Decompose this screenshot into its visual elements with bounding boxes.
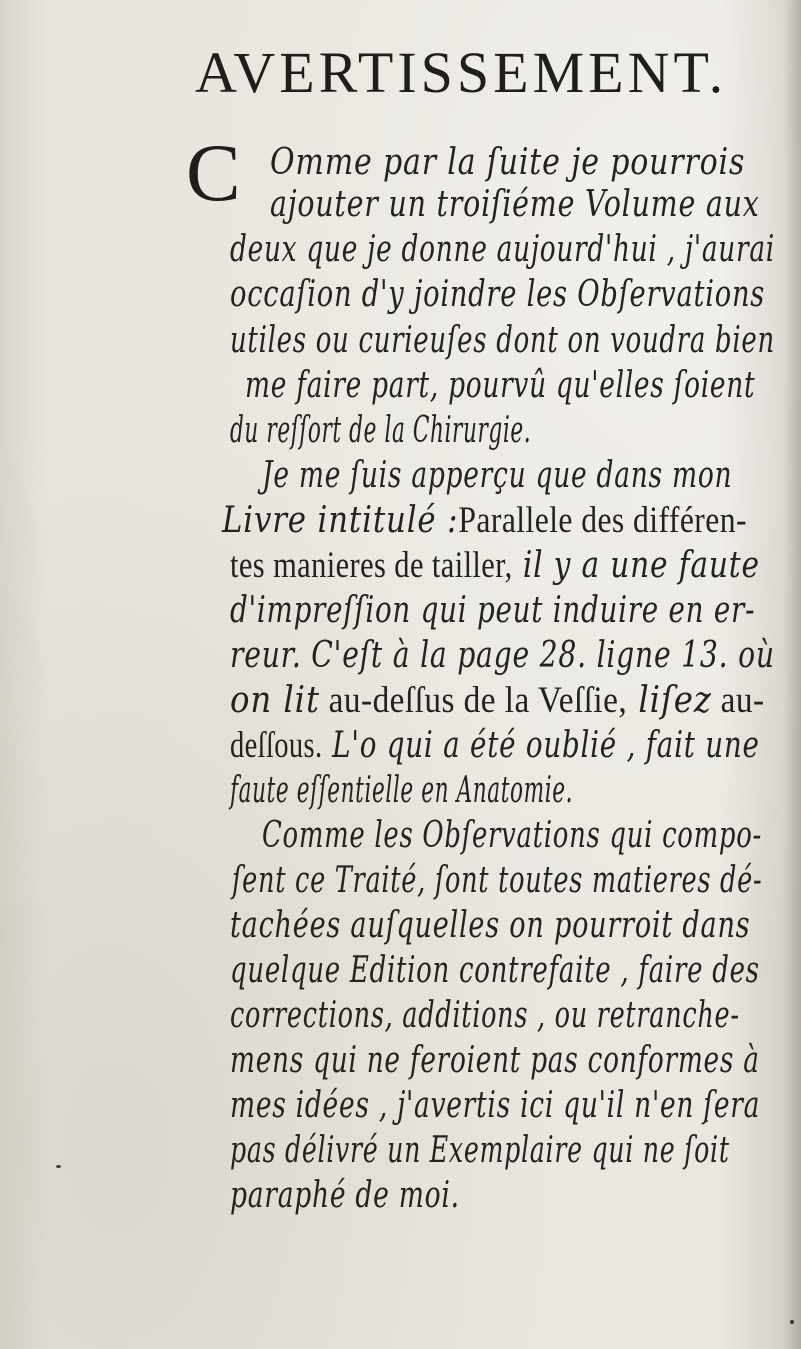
text-line — [262, 813, 762, 859]
italic-text-segment: ſent ce Traité, ſont toutes matieres dé- — [232, 860, 763, 901]
page-heading: AVERTISSEMENT. — [195, 40, 728, 105]
italic-text-segment: ajouter un troiſiéme Volume aux — [270, 184, 760, 225]
roman-text-segment: tes manieres de tailler, — [230, 545, 513, 586]
text-line — [232, 858, 762, 904]
italic-text-segment: faute eſſentielle en Anatomie. — [230, 770, 574, 811]
text-line — [230, 633, 775, 679]
italic-text-segment: il y a une faute — [512, 545, 760, 586]
italic-text-segment: utiles ou curieuſes dont on voudra bien — [230, 320, 775, 361]
ink-speck — [790, 1320, 794, 1324]
page-edge-shadow — [783, 0, 801, 1349]
text-line — [230, 723, 760, 769]
text-line — [230, 272, 765, 318]
italic-text-segment: Livre intitulé : — [222, 500, 459, 541]
text-line — [230, 948, 760, 994]
italic-text-segment: d'impreſſion qui peut induire en er- — [230, 590, 756, 631]
text-line — [262, 453, 732, 499]
text-line — [230, 543, 760, 589]
roman-text-segment: deſſous. — [230, 725, 323, 766]
italic-text-segment: reur. C'eſt à la page 28. ligne 13. où — [230, 635, 775, 676]
ink-speck — [56, 1165, 61, 1168]
italic-text-segment: mes idées , j'avertis ici qu'il n'en ſera — [230, 1085, 761, 1126]
italic-text-segment: Je me ſuis apperçu que dans mon — [262, 455, 733, 496]
roman-text-segment: au- — [711, 680, 765, 721]
italic-text-segment: du reſſort de la Chirurgie. — [230, 410, 532, 451]
text-line — [230, 1083, 760, 1129]
text-line — [230, 227, 775, 273]
text-line — [230, 1173, 460, 1219]
italic-text-segment: mens qui ne feroient pas conformes à — [230, 1040, 760, 1081]
drop-cap: C — [186, 127, 241, 218]
text-line — [230, 678, 765, 724]
italic-text-segment: paraphé de moi. — [230, 1175, 460, 1216]
italic-text-segment: Omme par la ſuite je pourrois — [270, 142, 746, 183]
italic-text-segment: liſez — [627, 680, 712, 721]
text-line — [270, 182, 760, 228]
text-line — [230, 1038, 760, 1084]
italic-text-segment: occaſion d'y joindre les Obſervations — [230, 274, 766, 315]
italic-text-segment: pas délivré un Exemplaire qui ne ſoit — [230, 1130, 730, 1171]
text-line — [230, 993, 740, 1039]
text-line — [230, 408, 531, 454]
italic-text-segment: Comme les Obſervations qui compo- — [262, 815, 762, 856]
text-line — [245, 363, 755, 409]
italic-text-segment: me faire part, pourvû qu'elles ſoient — [245, 365, 756, 406]
roman-text-segment: au-deſſus de la Veſſie, — [319, 680, 628, 721]
italic-text-segment: deux que je donne aujourd'hui , j'aurai — [230, 229, 775, 270]
text-line — [230, 903, 750, 949]
italic-text-segment: corrections, additions , ou retranche- — [230, 995, 740, 1036]
italic-text-segment: tachées auſquelles on pourroit dans — [230, 905, 751, 946]
text-line — [270, 140, 745, 186]
italic-text-segment: L'o qui a été oublié , fait une — [322, 725, 760, 766]
roman-text-segment: Parallele des différen- — [458, 500, 747, 541]
text-line — [230, 768, 573, 814]
text-line — [222, 498, 747, 544]
text-line — [230, 1128, 730, 1174]
text-line — [230, 318, 775, 364]
italic-text-segment: on lit — [230, 680, 320, 721]
italic-text-segment: quelque Edition contrefaite , faire des — [230, 950, 760, 991]
text-line — [230, 588, 755, 634]
